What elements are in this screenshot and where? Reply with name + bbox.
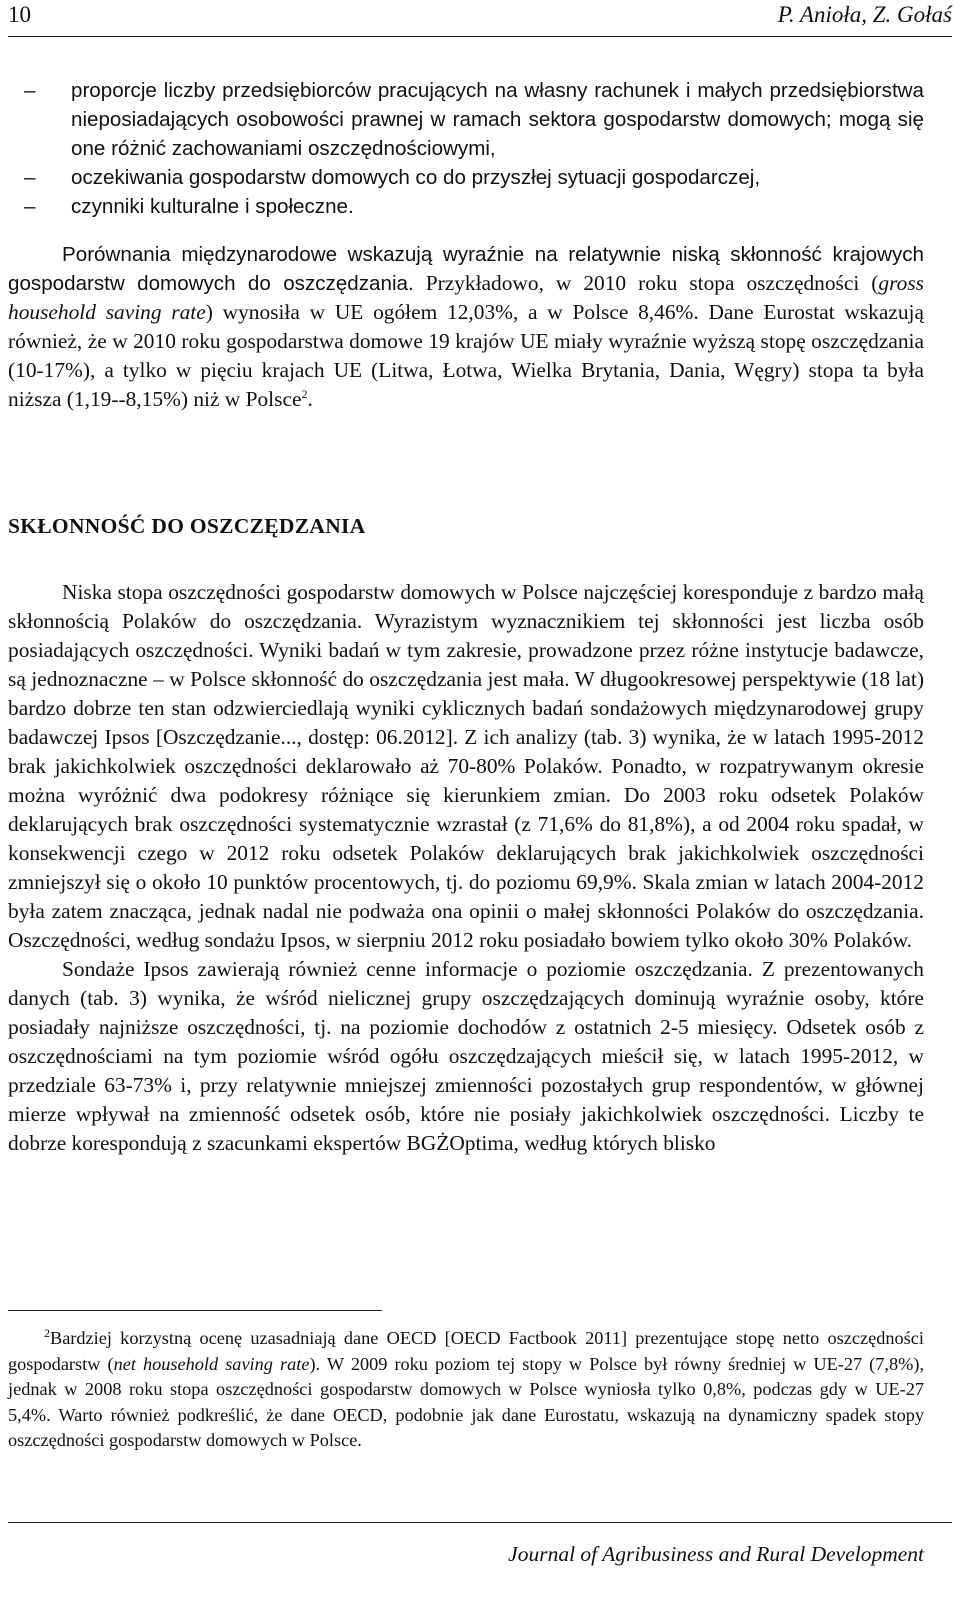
paragraph-text: ) wynosiła w UE ogółem 12,03%, a w Polsce 8,46%. Dane Eurostat wskazują również, że w 2010 roku gospodarstwa domowe 19 krajów UE miały wyraźnie wyższą stopę oszczędzania (10-17%), a tylko w pięciu krajach UE (Litwa, Łotwa, Wielka Brytania, Dania, Węgry) stopa ta była niższa (1,19--8,15%) niż w Polsce [8,300,924,411]
list-item-text: czynniki kulturalne i społeczne. [71,195,354,218]
paragraph-international-comparison [8,240,924,414]
paragraph-ipsos-survey: Niska stopa oszczędności gospodarstw domowych w Polsce najczęściej koresponduje z bardzo małą skłonnością Polaków do oszczędzania. Wyrazistym wyznacznikiem tej skłonności jest liczba osób posiadających oszczędności. Wyniki badań w tym zakresie, prowadzone przez różne instytucje badawcze, są jednoznaczne – w Polsce skłonność do oszczędzania jest mała. W długookresowej perspektywie (18 lat) bardzo dobrze ten stan odzwierciedlają wyniki cyklicznych badań sondażowych międzynarodowej grupy badawczej Ipsos [Oszczędzanie..., dostęp: 06.2012]. Z ich analizy (tab. 3) wynika, że w latach 1995-2012 brak jakichkolwiek oszczędności deklarowało aż 70-80% Polaków. Ponadto, w rozpatrywanym okresie można wyróżnić dwa podokresy różniące się kierunkiem zmian. Do 2003 roku odsetek Polaków deklarujących brak oszczędności systematycznie wzrastał (z 71,6% do 81,8%), a od 2004 roku spadał, w konsekwencji czego w 2012 roku odsetek Polaków deklarujących brak jakichkolwiek oszczędności zmniejszył się o około 10 punktów procentowych, tj. do poziomu 69,9%. Skala zmian w latach 2004-2012 była zatem znacząca, jednak nadal nie podważa ona opinii o małej skłonności Polaków do oszczędzania. Oszczędności, według sondażu Ipsos, w sierpniu 2012 roku posiadało bowiem tylko około 30% Polaków. [8,580,924,952]
authors: P. Anioła, Z. Gołaś [777,2,952,27]
footnote-text: ). W 2009 roku poziom tej stopy w Polsce był równy średniej w UE-27 (7,8%), jednak w 2008 roku stopa oszczędności gospodarstw domowych w Polsce wyniosła tylko 0,8%, podczas gdy w UE-27 5,4%. Warto również podkreślić, że dane OECD, podobnie jak dane Eurostatu, wskazują na dynamiczny spadek stopy oszczędności gospodarstw domowych w Polsce. [8,1353,925,1450]
section-body [8,578,924,1158]
italic-term: net household saving rate [113,1353,310,1374]
running-header [8,2,952,37]
dash-bullet: – [24,166,36,189]
italic-term: gross household saving rate [8,271,924,324]
paragraph-text: Przykładowo, w 2010 roku stopa oszczędności ( [413,271,879,295]
footnote-text: Bardziej korzystną ocenę uzasadniają dane OECD [OECD Factbook 2011] prezentujące stopę netto oszczędności gospodarstw ( [8,1328,924,1374]
paragraph-saving-levels: Sondaże Ipsos zawierają również cenne informacje o poziomie oszczędzania. Z prezentowanych danych (tab. 3) wynika, że wśród nielicznej grupy oszczędzających dominują wyraźnie osoby, które posiadały najniższe oszczędności, tj. na poziomie dochodów z ostatnich 2-5 miesięcy. Odsetek osób z oszczędnościami na tym poziomie wśród ogółu oszczędzających mieścił się, w latach 1995-2012, w przedziale 63-73% i, przy relatywnie mniejszej zmienności pozostałych grup respondentów, w głównej mierze wpływał na zmienność odsetek osób, które nie posiały jakichkolwiek oszczędności. Liczby te dobrze korespondują z szacunkami ekspertów BGŻOptima, według których blisko [8,957,924,1155]
footnote [8,1326,924,1454]
dash-bullet: – [24,79,36,102]
factor-list [8,76,924,221]
list-item [8,192,924,221]
journal-title: Journal of Agribusiness and Rural Development [508,1542,924,1566]
list-item [8,76,924,163]
paragraph-text: Porównania międzynarodowe wskazują wyraźnie na relatywnie niską skłonność krajowych gospodarstw domowych do oszczędzania. [8,243,924,295]
dash-bullet: – [24,195,36,218]
section-heading: SKŁONNOŚĆ DO OSZCZĘDZANIA [8,514,366,538]
footer-rule [8,1522,952,1523]
footnote-number: 2 [44,1325,50,1340]
page-number: 10 [8,2,31,27]
list-item [8,163,924,192]
footnote-ref: 2 [301,386,308,401]
list-item-text: proporcje liczby przedsiębiorców pracujących na własny rachunek i małych przedsiębiorstwa nieposiadających osobowości prawnej w ramach sektora gospodarstw domowych; mogą się one różnić zachowaniami oszczędnościowymi, [71,79,924,160]
footnote-separator [8,1310,382,1311]
period: . [307,387,313,411]
list-item-text: oczekiwania gospodarstw domowych co do przyszłej sytuacji gospodarczej, [71,166,761,189]
